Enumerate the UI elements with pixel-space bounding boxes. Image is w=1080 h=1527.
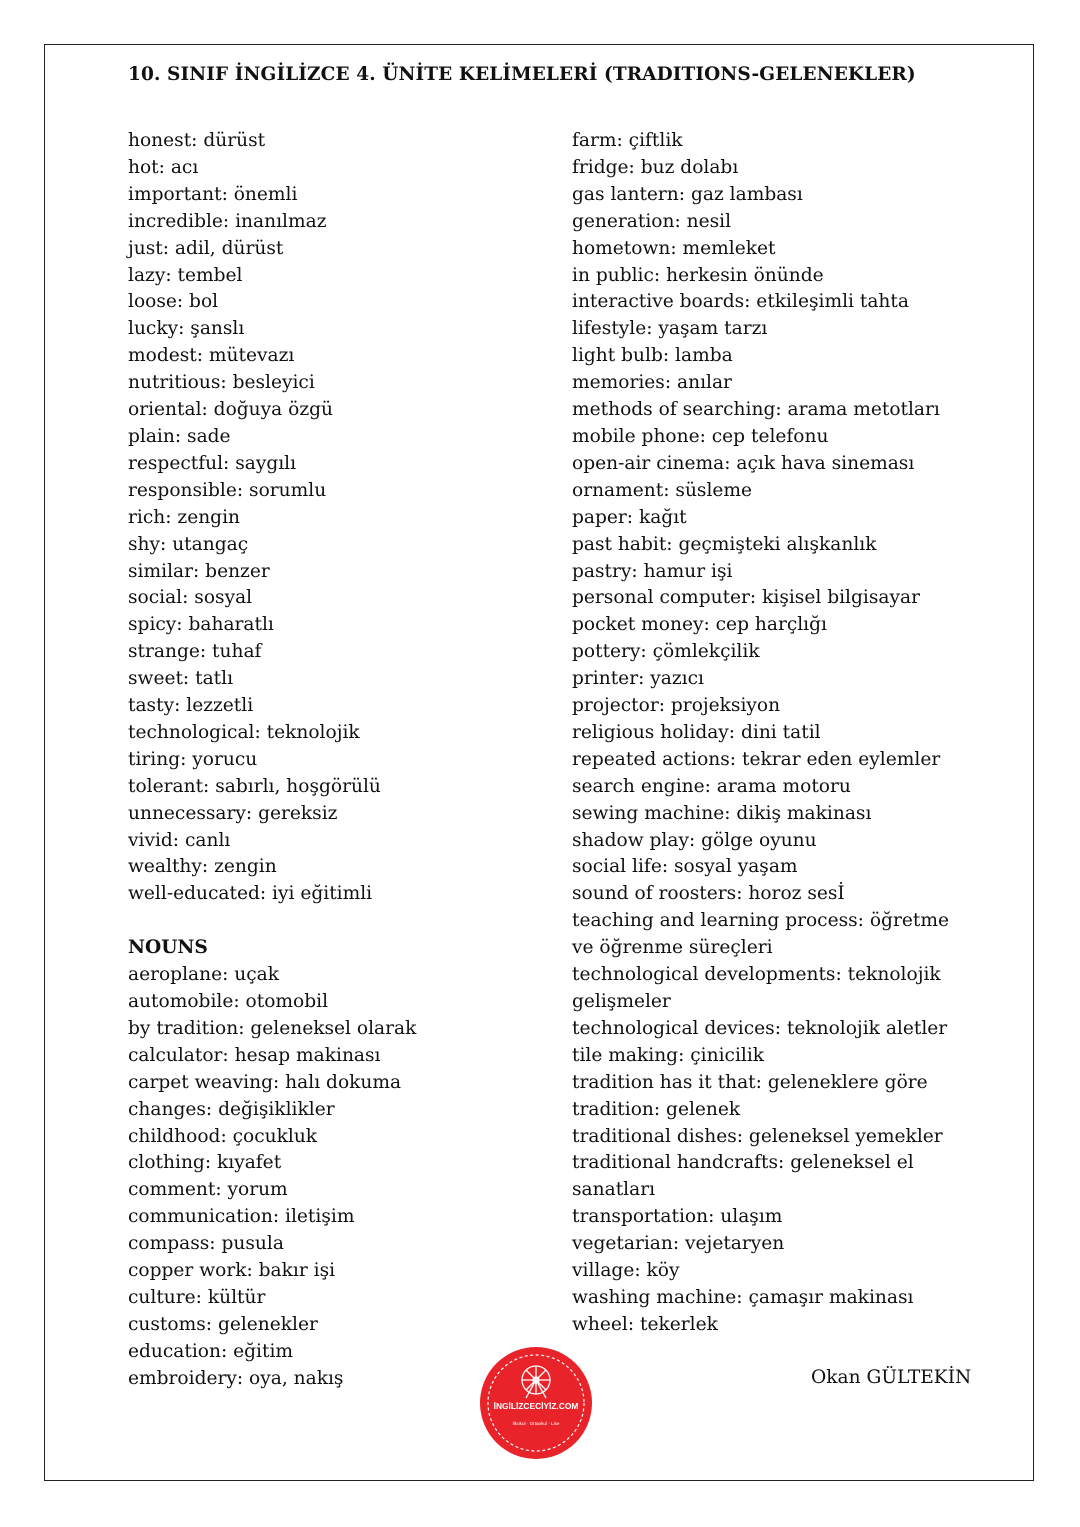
- vocab-entry: paper: kağıt: [572, 506, 687, 528]
- adjective-list: [128, 128, 548, 908]
- vocab-entry: pocket money: cep harçlığı: [572, 614, 827, 636]
- vocab-entry: by tradition: geleneksel olarak: [128, 1017, 417, 1039]
- vocab-entry: tradition has it that: geleneklere göre: [572, 1071, 928, 1093]
- vocab-entry: fridge: buz dolabı: [572, 156, 739, 178]
- vocab-entry: vivid: canlı: [128, 829, 231, 851]
- vocab-entry: loose: bol: [128, 291, 219, 313]
- vocab-entry: automobile: otomobil: [128, 990, 329, 1012]
- ingilizceciyiz-logo: [479, 1346, 593, 1460]
- vocab-entry: well-educated: iyi eğitimli: [128, 883, 373, 905]
- vocab-entry: repeated actions: tekrar eden eylemler: [572, 748, 941, 770]
- vocab-entry: copper work: bakır işi: [128, 1260, 336, 1282]
- vocab-entry: traditional dishes: geleneksel yemekler: [572, 1125, 943, 1147]
- vocab-entry: tiring: yorucu: [128, 748, 258, 770]
- vocab-entry: social life: sosyal yaşam: [572, 856, 798, 878]
- vocab-entry: farm: çiftlik: [572, 130, 683, 151]
- vocab-entry: compass: pusula: [128, 1233, 284, 1255]
- vocab-entry: calculator: hesap makinası: [128, 1044, 381, 1066]
- vocab-entry: tasty: lezzetli: [128, 695, 254, 717]
- vocab-entry: technological devices: teknolojik aletler: [572, 1017, 948, 1039]
- vocab-entry: village: köy: [572, 1260, 680, 1282]
- vocab-entry: important: önemli: [128, 183, 298, 205]
- vocab-entry: lazy: tembel: [128, 264, 243, 286]
- vocab-entry: responsible: sorumlu: [128, 479, 327, 501]
- vocab-entry: traditional handcrafts: geleneksel el sanatları: [572, 1152, 914, 1201]
- author-name: Okan GÜLTEKİN: [811, 1367, 972, 1388]
- vocab-entry: similar: benzer: [128, 560, 270, 582]
- vocab-entry: rich: zengin: [128, 506, 240, 528]
- vocab-entry: sweet: tatlı: [128, 668, 234, 690]
- vocab-entry: vegetarian: vejetaryen: [572, 1233, 785, 1255]
- vocab-entry: sewing machine: dikiş makinası: [572, 802, 872, 824]
- vocab-entry: modest: mütevazı: [128, 345, 295, 367]
- vocab-entry: search engine: arama motoru: [572, 775, 851, 797]
- vocab-entry: social: sosyal: [128, 587, 253, 609]
- logo-text: İNGİLİZCECİYİZ.COM: [493, 1401, 579, 1411]
- vocab-entry: in public: herkesin önünde: [572, 264, 824, 286]
- vocab-entry: gas lantern: gaz lambası: [572, 183, 803, 205]
- vocab-entry: lifestyle: yaşam tarzı: [572, 318, 768, 340]
- vocab-entry: wheel: tekerlek: [572, 1313, 718, 1335]
- noun-list-right: [572, 128, 962, 1339]
- vocab-entry: plain: sade: [128, 425, 231, 447]
- vocab-entry: strange: tuhaf: [128, 641, 262, 663]
- vocab-entry: changes: değişiklikler: [128, 1098, 335, 1120]
- vocab-entry: interactive boards: etkileşimli tahta: [572, 291, 909, 313]
- vocab-entry: transportation: ulaşım: [572, 1206, 783, 1228]
- vocab-entry: memories: anılar: [572, 372, 732, 394]
- vocab-entry: ornament: süsleme: [572, 479, 753, 501]
- noun-list-left: [128, 962, 548, 1393]
- vocab-entry: religious holiday: dini tatil: [572, 721, 821, 743]
- vocab-entry: tradition: gelenek: [572, 1098, 741, 1120]
- vocab-entry: generation: nesil: [572, 210, 732, 232]
- vocab-entry: open-air cinema: açık hava sineması: [572, 452, 915, 474]
- vocab-entry: technological: teknolojik: [128, 721, 360, 743]
- vocab-entry: technological developments: teknolojik gelişmeler: [572, 964, 941, 1012]
- nouns-heading: NOUNS: [128, 937, 208, 959]
- vocab-entry: mobile phone: cep telefonu: [572, 425, 829, 447]
- vocab-entry: comment: yorum: [128, 1179, 288, 1201]
- vocab-entry: pastry: hamur işi: [572, 560, 733, 582]
- vocab-entry: culture: kültür: [128, 1286, 266, 1308]
- vocab-entry: unnecessary: gereksiz: [128, 802, 338, 824]
- vocab-entry: nutritious: besleyici: [128, 372, 315, 394]
- vocab-entry: pottery: çömlekçilik: [572, 641, 760, 663]
- vocab-entry: teaching and learning process: öğretme ve öğrenme süreçleri: [572, 910, 949, 959]
- vocab-entry: methods of searching: arama metotları: [572, 399, 940, 421]
- vocab-entry: shy: utangaç: [128, 533, 249, 555]
- vocab-entry: clothing: kıyafet: [128, 1152, 282, 1174]
- vocab-entry: spicy: baharatlı: [128, 614, 274, 636]
- vocab-entry: just: adil, dürüst: [128, 237, 284, 259]
- vocab-entry: lucky: şanslı: [128, 318, 245, 340]
- vocab-entry: hometown: memleket: [572, 237, 776, 259]
- vocab-entry: hot: acı: [128, 156, 199, 178]
- right-column: [572, 128, 962, 1339]
- page-title: 10. SINIF İNGİLİZCE 4. ÜNİTE KELİMELERİ (TRADITIONS-GELENEKLER): [128, 64, 916, 85]
- vocab-entry: shadow play: gölge oyunu: [572, 829, 817, 851]
- vocab-entry: embroidery: oya, nakış: [128, 1367, 344, 1389]
- vocab-entry: communication: iletişim: [128, 1206, 355, 1228]
- left-column: [128, 128, 548, 1393]
- vocab-entry: aeroplane: uçak: [128, 964, 280, 986]
- vocab-entry: oriental: doğuya özgü: [128, 399, 334, 421]
- vocab-entry: wealthy: zengin: [128, 856, 277, 878]
- vocab-entry: customs: gelenekler: [128, 1313, 318, 1335]
- vocab-entry: honest: dürüst: [128, 130, 266, 151]
- logo-subtext: İlkokul · Ortaokul · Lise: [512, 1421, 560, 1426]
- vocab-entry: sound of roosters: horoz sesİ: [572, 883, 845, 905]
- vocab-entry: incredible: inanılmaz: [128, 210, 327, 232]
- vocab-entry: printer: yazıcı: [572, 668, 704, 690]
- vocab-entry: carpet weaving: halı dokuma: [128, 1071, 402, 1093]
- vocab-entry: light bulb: lamba: [572, 345, 733, 367]
- vocab-entry: tolerant: sabırlı, hoşgörülü: [128, 775, 381, 797]
- vocab-entry: tile making: çinicilik: [572, 1044, 765, 1066]
- vocab-entry: childhood: çocukluk: [128, 1125, 318, 1147]
- vocab-entry: washing machine: çamaşır makinası: [572, 1286, 914, 1308]
- vocab-entry: past habit: geçmişteki alışkanlık: [572, 533, 877, 555]
- vocab-entry: education: eğitim: [128, 1340, 294, 1362]
- vocab-entry: projector: projeksiyon: [572, 695, 781, 717]
- vocab-entry: personal computer: kişisel bilgisayar: [572, 587, 920, 609]
- vocab-entry: respectful: saygılı: [128, 452, 297, 474]
